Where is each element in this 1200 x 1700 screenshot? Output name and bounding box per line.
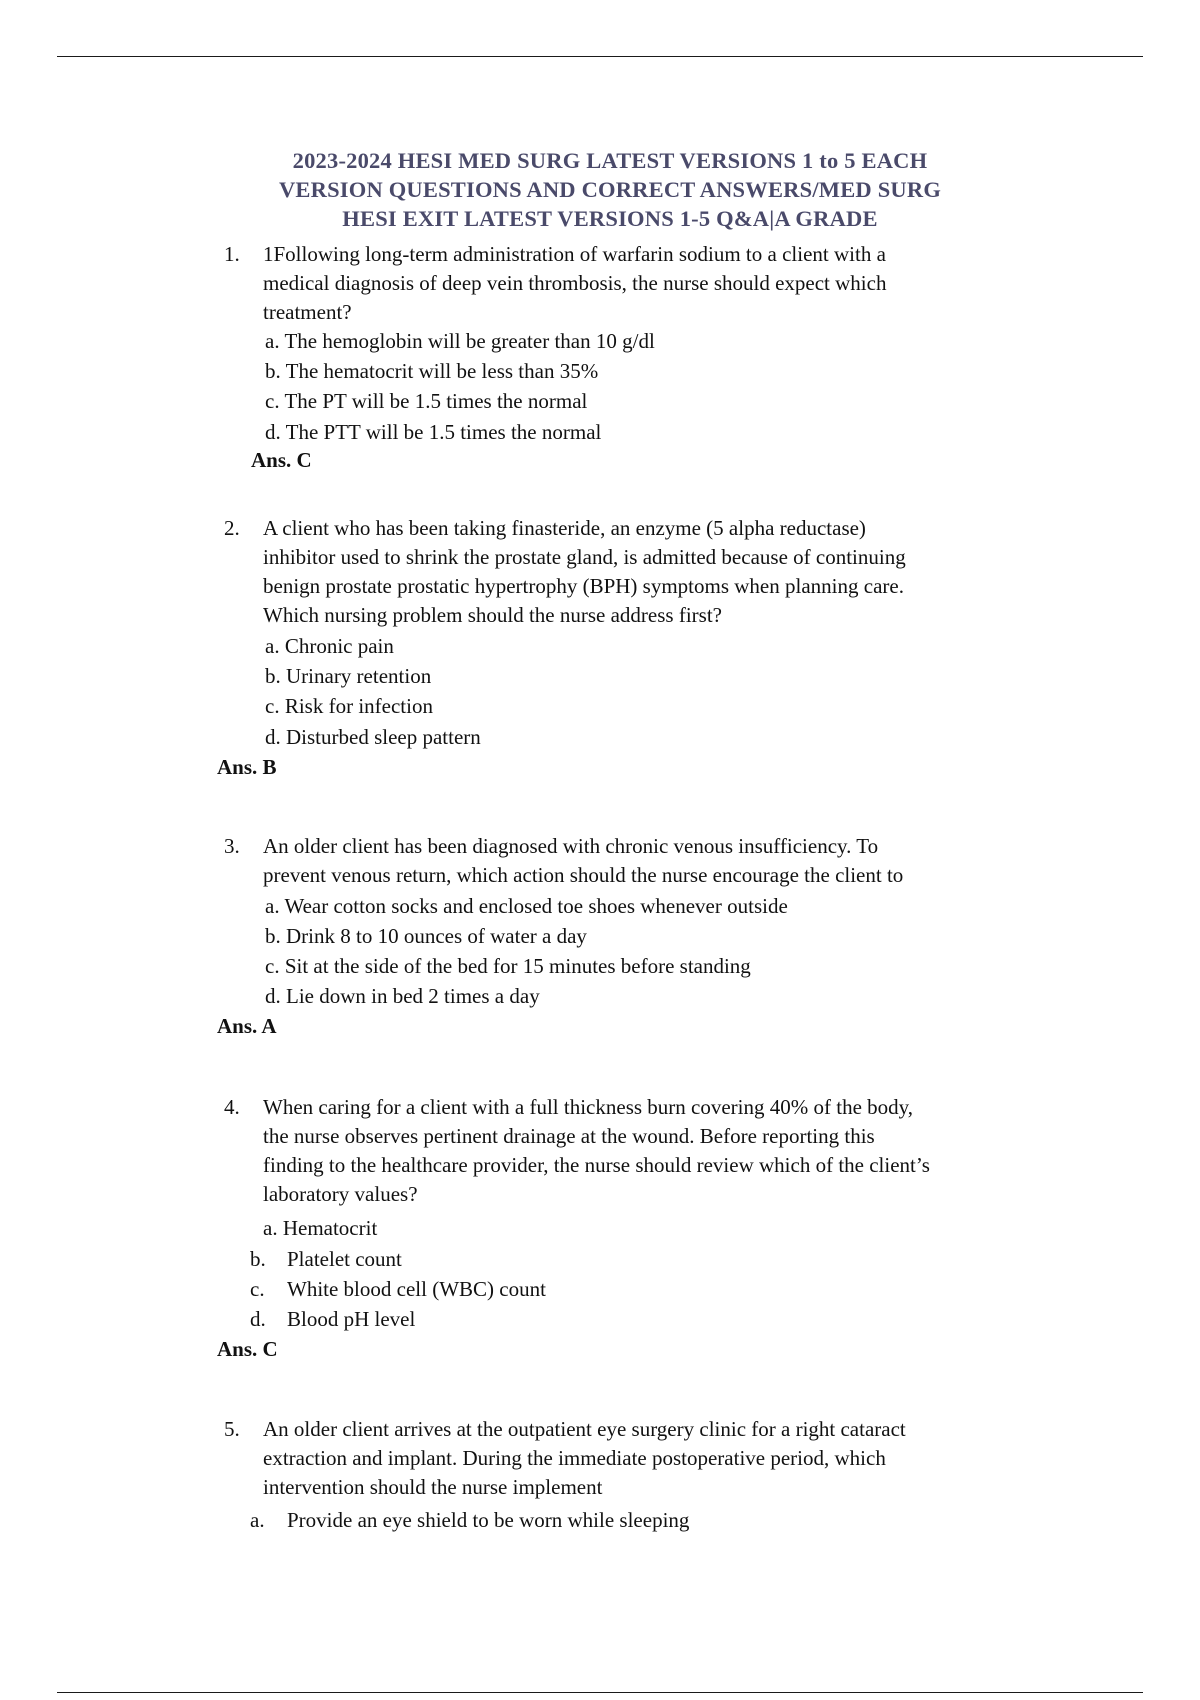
option-letter: d. <box>250 1307 266 1331</box>
option-text: Blood pH level <box>287 1307 416 1331</box>
option-letter: a. <box>265 329 280 353</box>
option-text: Wear cotton socks and enclosed toe shoes whenever outside <box>284 894 788 918</box>
option-letter: d. <box>265 725 281 749</box>
document-title <box>230 146 990 233</box>
option-b <box>265 662 431 691</box>
question-number: 5. <box>224 1417 240 1441</box>
option-text: Provide an eye shield to be worn while sleeping <box>287 1508 690 1532</box>
question-text <box>263 1415 1053 1502</box>
option-text: The PT will be 1.5 times the normal <box>284 389 588 413</box>
question-line: 1Following long-term administration of warfarin sodium to a client with a <box>263 242 886 266</box>
option-text: The hematocrit will be less than 35% <box>285 359 599 383</box>
option-c <box>250 1275 546 1304</box>
option-a <box>250 1506 689 1535</box>
question-line: Which nursing problem should the nurse address first? <box>263 603 722 627</box>
option-c <box>265 387 587 416</box>
answer-label: Ans. B <box>217 755 277 779</box>
option-text: White blood cell (WBC) count <box>287 1277 546 1301</box>
question-line: the nurse observes pertinent drainage at the wound. Before reporting this <box>263 1124 875 1148</box>
question-text <box>263 832 1053 890</box>
option-letter: c. <box>265 389 280 413</box>
question-text <box>263 240 1053 327</box>
option-letter: d. <box>265 420 281 444</box>
option-text: The PTT will be 1.5 times the normal <box>285 420 602 444</box>
option-a <box>265 327 655 356</box>
question-line: prevent venous return, which action should the nurse encourage the client to <box>263 863 904 887</box>
question-text <box>263 1093 1053 1209</box>
option-text: The hemoglobin will be greater than 10 g/dl <box>284 329 655 353</box>
option-d <box>250 1305 415 1334</box>
bottom-rule <box>57 1692 1143 1693</box>
option-text: Urinary retention <box>286 664 432 688</box>
title-line: VERSION QUESTIONS AND CORRECT ANSWERS/MED SURG <box>278 177 942 202</box>
option-text: Platelet count <box>287 1247 402 1271</box>
option-letter: b. <box>250 1247 266 1271</box>
option-letter: a. <box>250 1508 265 1532</box>
option-text: Drink 8 to 10 ounces of water a day <box>286 924 587 948</box>
option-c <box>265 692 433 721</box>
question-number: 4. <box>224 1095 240 1119</box>
option-c <box>265 952 751 981</box>
question-line: treatment? <box>263 300 352 324</box>
answer-label: Ans. C <box>251 448 312 472</box>
option-text: Disturbed sleep pattern <box>286 725 481 749</box>
question-line: An older client has been diagnosed with chronic venous insufficiency. To <box>263 834 879 858</box>
option-d <box>265 723 481 752</box>
option-letter: c. <box>265 954 280 978</box>
answer-label: Ans. C <box>217 1337 278 1361</box>
option-letter: a. <box>265 894 280 918</box>
question-line: An older client arrives at the outpatient eye surgery clinic for a right cataract <box>263 1417 906 1441</box>
question-text <box>263 514 1053 630</box>
question-line: finding to the healthcare provider, the nurse should review which of the client’s <box>263 1153 930 1177</box>
option-letter: a. <box>263 1216 278 1240</box>
option-letter: b. <box>265 924 281 948</box>
option-d <box>265 982 540 1011</box>
question-number: 2. <box>224 516 240 540</box>
question-line: laboratory values? <box>263 1182 418 1206</box>
question-line: benign prostate prostatic hypertrophy (BPH) symptoms when planning care. <box>263 574 904 598</box>
option-letter: d. <box>265 984 281 1008</box>
title-line: 2023-2024 HESI MED SURG LATEST VERSIONS 1 to 5 EACH <box>292 148 928 173</box>
question-line: inhibitor used to shrink the prostate gland, is admitted because of continuing <box>263 545 906 569</box>
question-number: 3. <box>224 834 240 858</box>
option-b <box>250 1245 402 1274</box>
option-d <box>265 418 601 447</box>
option-text: Lie down in bed 2 times a day <box>286 984 540 1008</box>
question-line: intervention should the nurse implement <box>263 1475 603 1499</box>
option-a <box>263 1214 377 1243</box>
question-line: medical diagnosis of deep vein thrombosis, the nurse should expect which <box>263 271 887 295</box>
option-text: Hematocrit <box>282 1216 378 1240</box>
question-line: When caring for a client with a full thickness burn covering 40% of the body, <box>263 1095 914 1119</box>
option-letter: b. <box>265 664 281 688</box>
question-line: extraction and implant. During the immediate postoperative period, which <box>263 1446 886 1470</box>
answer-label: Ans. A <box>217 1014 277 1038</box>
option-b <box>265 922 587 951</box>
option-a <box>265 632 394 661</box>
option-text: Risk for infection <box>284 694 433 718</box>
option-b <box>265 357 598 386</box>
option-letter: c. <box>250 1277 265 1301</box>
option-letter: a. <box>265 634 280 658</box>
title-line: HESI EXIT LATEST VERSIONS 1-5 Q&A|A GRADE <box>342 206 878 231</box>
option-text: Sit at the side of the bed for 15 minutes before standing <box>284 954 751 978</box>
option-text: Chronic pain <box>284 634 394 658</box>
option-letter: c. <box>265 694 280 718</box>
option-a <box>265 892 788 921</box>
option-letter: b. <box>265 359 281 383</box>
top-rule <box>57 56 1143 57</box>
question-number: 1. <box>224 242 240 266</box>
question-line: A client who has been taking finasteride, an enzyme (5 alpha reductase) <box>263 516 866 540</box>
